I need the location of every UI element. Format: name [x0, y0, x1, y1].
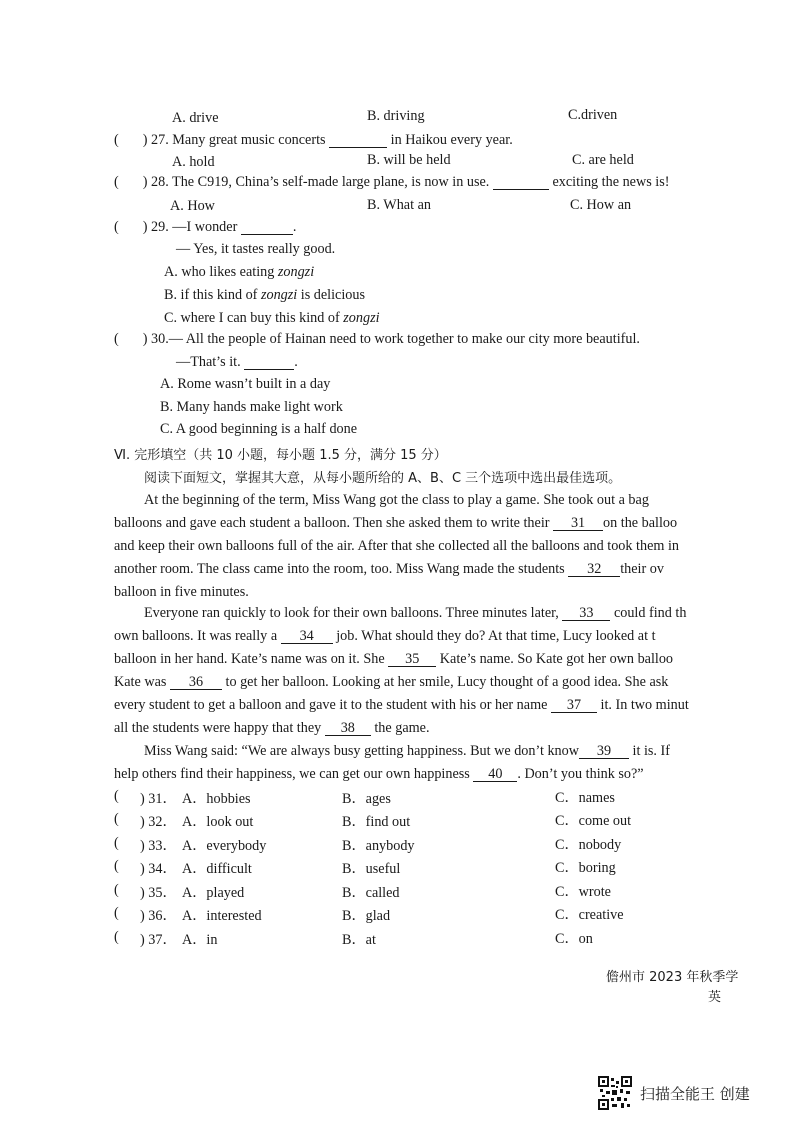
- passage-line: [114, 625, 732, 648]
- passage-text: Everyone ran quickly to look for their own balloons. Three minutes later,: [144, 605, 563, 621]
- q28-option-a: A. How: [170, 198, 215, 214]
- q29-option-b-text: B. if this kind of: [164, 287, 261, 303]
- q29-option-b: [164, 287, 365, 304]
- blank-34: 34: [281, 629, 333, 644]
- passage-line: [114, 740, 732, 763]
- passage-text: balloon in her hand. Kate’s name was on it. She: [114, 651, 389, 668]
- q29-option-a-text: A. who likes eating: [164, 264, 278, 280]
- blank-35: 35: [388, 652, 436, 667]
- passage-line: [114, 717, 732, 740]
- blank-33: 33: [562, 606, 610, 621]
- question-27-stem-end: in Haikou every year.: [387, 132, 513, 148]
- question-29: [114, 219, 296, 236]
- option-b: B．anybody: [342, 838, 415, 854]
- option-c: C．names: [555, 790, 615, 806]
- option-c: C．boring: [555, 860, 616, 876]
- option-b: B．glad: [342, 908, 391, 924]
- blank-40: 40: [473, 767, 517, 782]
- option-b: B．called: [342, 885, 400, 901]
- exam-title: 儋州市 2023 年秋季学: [606, 970, 739, 985]
- question-28-blank: [493, 175, 549, 190]
- question-number: ) 37．: [140, 932, 177, 948]
- passage-line: [114, 558, 732, 581]
- question-30-reply-start: —That’s it.: [176, 354, 245, 370]
- option-a: A．look out: [182, 814, 254, 830]
- question-29-blank: [241, 220, 293, 235]
- question-30: [114, 331, 640, 348]
- q29-option-c-italic: zongzi: [343, 310, 380, 326]
- q30-option-a: A. Rome wasn’t built in a day: [160, 376, 331, 392]
- exam-subject: 英: [708, 990, 722, 1005]
- q30-option-c: C. A good beginning is a half done: [160, 421, 358, 437]
- blank-39: 39: [579, 744, 629, 759]
- passage-line: At the beginning of the term, Miss Wang got the class to play a game. She took out a bag: [144, 492, 649, 508]
- q27-option-a: A. hold: [172, 154, 215, 170]
- answer-paren: (: [114, 788, 119, 804]
- passage-text: help others find their happiness, we can get our own happiness: [114, 766, 474, 783]
- option-a: A．difficult: [182, 861, 252, 877]
- passage-paragraph-1: [114, 489, 732, 604]
- question-number: ) 33．: [140, 838, 177, 854]
- answer-paren: (: [114, 331, 119, 347]
- question-30-reply: [176, 354, 298, 371]
- question-number: ) 32．: [140, 814, 177, 830]
- answer-paren: (: [114, 811, 119, 827]
- q29-option-a: [164, 264, 314, 281]
- passage-text: all the students were happy that they: [114, 720, 325, 737]
- passage-paragraph-3: [114, 740, 732, 786]
- question-27-blank: [329, 133, 387, 148]
- q26-option-c: C.driven: [568, 107, 618, 123]
- option-b: B．find out: [342, 814, 411, 830]
- q26-option-a: A. drive: [172, 110, 219, 126]
- answer-paren: (: [114, 132, 119, 148]
- question-number: ) 35．: [140, 885, 177, 901]
- passage-text: could find th: [610, 605, 687, 621]
- option-a: A．interested: [182, 908, 262, 924]
- section-6-instruction: 阅读下面短文，掌握其大意，从每小题所给的 A、B、C 三个选项中选出最佳选项。: [144, 471, 622, 486]
- answer-paren: (: [114, 858, 119, 874]
- option-c: C．creative: [555, 907, 624, 923]
- passage-text: the game.: [370, 720, 430, 737]
- answer-paren: (: [114, 905, 119, 921]
- blank-38: 38: [325, 721, 371, 736]
- passage-line: balloon in five minutes.: [114, 584, 249, 601]
- passage-text: Kate’s name. So Kate got her own balloo: [436, 651, 674, 668]
- q26-option-b: B. driving: [367, 108, 425, 124]
- question-27-stem-start: ) 27. Many great music concerts: [142, 132, 330, 148]
- question-number: ) 31．: [140, 791, 177, 807]
- question-30-reply-end: .: [294, 354, 298, 370]
- question-30-blank: [244, 355, 294, 370]
- answer-paren: (: [114, 929, 119, 945]
- option-c: C．wrote: [555, 884, 611, 900]
- passage-line: [114, 648, 732, 671]
- q29-option-b-italic: zongzi: [260, 287, 298, 303]
- passage-text: Miss Wang said: “We are always busy getting happiness. But we don’t know: [144, 743, 579, 759]
- passage-text: on the balloo: [603, 515, 678, 532]
- q29-option-b-text-end: is delicious: [297, 287, 365, 303]
- question-number: ) 36．: [140, 908, 177, 924]
- passage-text: balloons and gave each student a balloon. Then she asked them to write their: [114, 515, 554, 532]
- passage-text: job. What should they do? At that time, Lucy looked at t: [332, 628, 656, 645]
- question-29-stem-end: .: [292, 219, 297, 235]
- option-c: C．on: [555, 931, 593, 947]
- answer-paren: (: [114, 174, 119, 190]
- option-c: C．nobody: [555, 837, 622, 853]
- passage-paragraph-2: [114, 602, 732, 741]
- question-27: [114, 132, 513, 149]
- option-a: A．hobbies: [182, 791, 251, 807]
- qr-code-icon: [598, 1076, 632, 1110]
- q29-option-a-italic: zongzi: [277, 264, 315, 280]
- question-29-reply: — Yes, it tastes really good.: [176, 241, 336, 257]
- blank-37: 37: [551, 698, 597, 713]
- passage-line: [114, 763, 732, 786]
- q27-option-c: C. are held: [572, 152, 634, 168]
- q28-option-c: C. How an: [570, 197, 632, 213]
- question-number: ) 34．: [140, 861, 177, 877]
- passage-text: it. In two minut: [596, 697, 689, 714]
- passage-text: Kate was: [114, 674, 170, 691]
- blank-32: 32: [568, 562, 620, 577]
- question-29-stem-start: ) 29. —I wonder: [142, 219, 241, 235]
- section-6-title: Ⅵ. 完形填空（共 10 小题，每小题 1.5 分，满分 15 分）: [114, 448, 447, 463]
- passage-line: [114, 671, 732, 694]
- passage-text: every student to get a balloon and gave it to the student with his or her name: [114, 697, 551, 714]
- passage-text: it is. If: [628, 743, 670, 759]
- passage-line: [114, 694, 732, 717]
- q29-option-c-text: C. where I can buy this kind of: [164, 310, 344, 326]
- question-28: [114, 174, 669, 191]
- question-28-stem-end: exciting the news is!: [548, 174, 670, 190]
- option-b: B．ages: [342, 791, 391, 807]
- scanner-watermark: 扫描全能王 创建: [640, 1085, 750, 1103]
- q30-option-b: B. Many hands make light work: [160, 399, 343, 415]
- blank-36: 36: [170, 675, 222, 690]
- passage-line: [114, 512, 732, 535]
- option-b: B．at: [342, 932, 376, 948]
- option-a: A．in: [182, 932, 218, 948]
- passage-line: and keep their own balloons full of the air. After that she collected all the balloons and took them in: [114, 538, 679, 555]
- q28-option-b: B. What an: [367, 197, 431, 213]
- option-a: A．played: [182, 885, 245, 901]
- passage-line: [114, 602, 732, 625]
- q29-option-c: [164, 310, 380, 327]
- option-c: C．come out: [555, 813, 632, 829]
- answer-paren: (: [114, 882, 119, 898]
- passage-text: another room. The class came into the room, too. Miss Wang made the students: [114, 561, 569, 578]
- passage-text: to get her balloon. Looking at her smile, Lucy thought of a good idea. She ask: [221, 674, 669, 691]
- option-b: B．useful: [342, 861, 401, 877]
- blank-31: 31: [553, 516, 603, 531]
- question-28-stem-start: ) 28. The C919, China’s self-made large plane, is now in use.: [142, 174, 493, 190]
- question-30-stem: ) 30.— All the people of Hainan need to work together to make our city more beautiful.: [142, 331, 640, 347]
- answer-paren: (: [114, 835, 119, 851]
- option-a: A．everybody: [182, 838, 267, 854]
- passage-text: own balloons. It was really a: [114, 628, 281, 645]
- passage-text: their ov: [620, 561, 664, 578]
- answer-paren: (: [114, 219, 119, 235]
- q27-option-b: B. will be held: [367, 152, 451, 168]
- passage-text: . Don’t you think so?”: [517, 766, 644, 783]
